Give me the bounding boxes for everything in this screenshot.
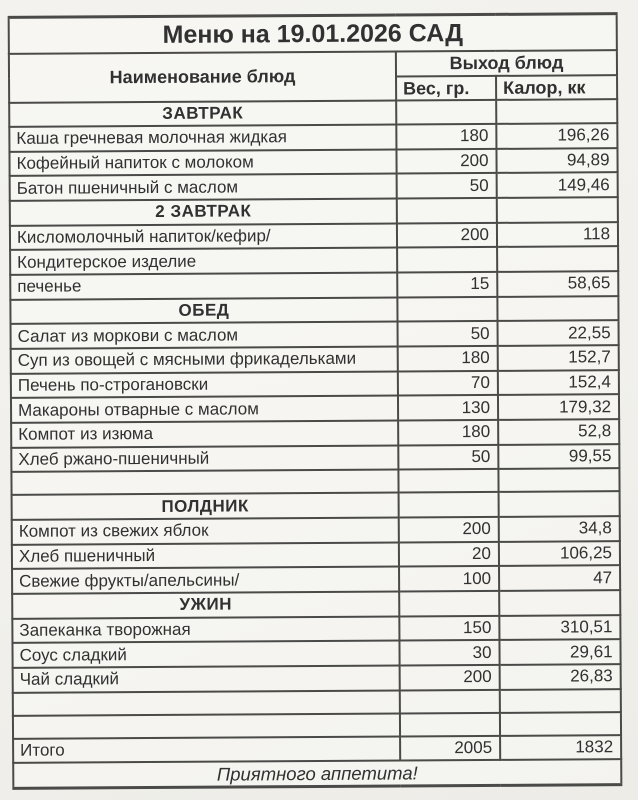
calories-cell: 29,61 — [499, 639, 620, 664]
total-weight-cell: 2005 — [400, 735, 500, 760]
calories-cell — [500, 712, 621, 736]
section-row — [12, 491, 620, 519]
weight-cell — [400, 712, 500, 736]
calories-cell — [497, 197, 618, 222]
dish-name-cell: Компот из свежих яблок — [12, 517, 399, 544]
calories-cell: 22,55 — [498, 321, 619, 346]
total-label-cell: Итого — [13, 736, 400, 763]
column-header-dish-name: Наименование блюд — [9, 51, 396, 102]
weight-cell — [399, 492, 499, 517]
menu-item-row — [11, 370, 619, 398]
weight-cell: 200 — [396, 149, 496, 174]
menu-item-row — [11, 395, 619, 423]
calories-cell: 310,51 — [499, 615, 620, 640]
header-row-top — [9, 50, 617, 79]
weight-cell — [396, 99, 496, 124]
section-header-cell: ЗАВТРАК — [9, 100, 396, 127]
menu-table — [8, 12, 623, 790]
calories-cell: 152,4 — [498, 370, 619, 395]
weight-cell: 130 — [398, 395, 498, 420]
column-header-calories: Калор, кк — [496, 75, 617, 100]
dish-name-cell: Кофейный напиток с молоком — [9, 149, 396, 176]
weight-cell: 50 — [398, 445, 498, 470]
menu-item-row — [10, 222, 618, 250]
menu-item-row — [12, 565, 620, 593]
section-row — [10, 197, 618, 225]
dish-name-cell: Кисломолочный напиток/кефир/ — [10, 223, 397, 250]
dish-name-cell — [13, 690, 400, 715]
dish-name-cell: Печень по-строгановски — [11, 371, 398, 398]
section-header-cell: ПОЛДНИК — [12, 493, 399, 520]
footer-message: Приятного аппетита! — [13, 759, 621, 788]
weight-cell — [398, 469, 498, 493]
calories-cell: 34,8 — [499, 516, 620, 541]
dish-name-cell: Батон пшеничный с маслом — [10, 174, 397, 201]
calories-cell: 99,55 — [498, 444, 619, 469]
section-header-cell: ОБЕД — [10, 297, 397, 324]
weight-cell: 30 — [399, 640, 499, 665]
calories-cell — [497, 296, 618, 321]
weight-cell: 50 — [397, 173, 497, 198]
calories-cell: 149,46 — [497, 173, 618, 198]
dish-name-cell: Суп из овощей с мясными фрикадельками — [11, 347, 398, 374]
section-row — [9, 99, 617, 127]
dish-name-cell: печенье — [10, 273, 397, 300]
weight-cell: 150 — [399, 616, 499, 641]
section-header-cell: УЖИН — [12, 591, 399, 618]
weight-cell: 70 — [398, 371, 498, 396]
calories-cell: 152,7 — [498, 345, 619, 370]
calories-cell: 118 — [497, 222, 618, 247]
calories-cell: 94,89 — [496, 148, 617, 173]
dish-name-cell: Кондитерское изделие — [10, 248, 397, 275]
weight-cell: 180 — [398, 346, 498, 371]
menu-item-row — [12, 639, 620, 667]
calories-cell — [499, 590, 620, 615]
total-row — [13, 735, 621, 763]
calories-cell — [500, 689, 621, 713]
calories-cell — [498, 468, 619, 492]
section-row — [12, 590, 620, 618]
section-row — [10, 296, 618, 324]
menu-item-row — [12, 615, 620, 643]
weight-cell: 200 — [400, 665, 500, 690]
dish-name-cell: Каша гречневая молочная жидкая — [9, 125, 396, 152]
menu-item-row — [11, 444, 619, 472]
footer-row — [13, 759, 621, 788]
calories-cell: 52,8 — [498, 419, 619, 444]
calories-cell: 26,83 — [500, 664, 621, 689]
weight-cell — [397, 297, 497, 322]
total-calories-cell: 1832 — [500, 735, 621, 760]
weight-cell: 200 — [397, 223, 497, 248]
calories-cell — [497, 247, 618, 272]
dish-name-cell: Свежие фрукты/апельсины/ — [12, 567, 399, 594]
calories-cell: 106,25 — [499, 541, 620, 566]
dish-name-cell: Хлеб ржано-пшеничный — [11, 445, 398, 472]
menu-item-row — [12, 541, 620, 569]
menu-item-row — [9, 148, 617, 176]
weight-cell: 180 — [398, 420, 498, 445]
calories-cell: 196,26 — [496, 123, 617, 148]
dish-name-cell: Хлеб пшеничный — [12, 542, 399, 569]
menu-item-row — [11, 321, 619, 349]
weight-cell: 15 — [397, 272, 497, 297]
weight-cell: 20 — [399, 542, 499, 567]
menu-item-row — [11, 419, 619, 447]
dish-name-cell — [13, 713, 400, 738]
dish-name-cell: Запеканка творожная — [12, 616, 399, 643]
calories-cell — [499, 491, 620, 516]
weight-cell — [397, 247, 497, 272]
calories-cell: 47 — [499, 565, 620, 590]
weight-cell: 50 — [398, 321, 498, 346]
dish-name-cell: Макароны отварные с маслом — [11, 396, 398, 423]
menu-item-row — [13, 664, 621, 692]
dish-name-cell — [11, 470, 398, 495]
weight-cell — [400, 689, 500, 713]
calories-cell: 179,32 — [498, 395, 619, 420]
menu-item-row — [11, 345, 619, 373]
menu-item-row — [10, 173, 618, 201]
section-header-cell: 2 ЗАВТРАК — [10, 199, 397, 226]
menu-item-row — [10, 247, 618, 275]
page-title: Меню на 19.01.2026 САД — [9, 14, 617, 54]
weight-cell: 180 — [396, 124, 496, 149]
dish-name-cell: Чай сладкий — [13, 665, 400, 692]
weight-cell — [399, 591, 499, 616]
column-header-weight: Вес, гр. — [396, 75, 496, 100]
weight-cell: 200 — [399, 517, 499, 542]
calories-cell: 58,65 — [497, 271, 618, 296]
menu-item-row — [9, 123, 617, 151]
menu-item-row — [10, 271, 618, 299]
weight-cell — [397, 198, 497, 223]
title-row — [9, 14, 617, 54]
dish-name-cell: Компот из изюма — [11, 421, 398, 448]
dish-name-cell: Салат из моркови с маслом — [11, 322, 398, 349]
column-header-output-group: Выход блюд — [396, 50, 617, 76]
calories-cell — [496, 99, 617, 124]
weight-cell: 100 — [399, 566, 499, 591]
menu-item-row — [12, 516, 620, 544]
dish-name-cell: Соус сладкий — [12, 641, 399, 668]
